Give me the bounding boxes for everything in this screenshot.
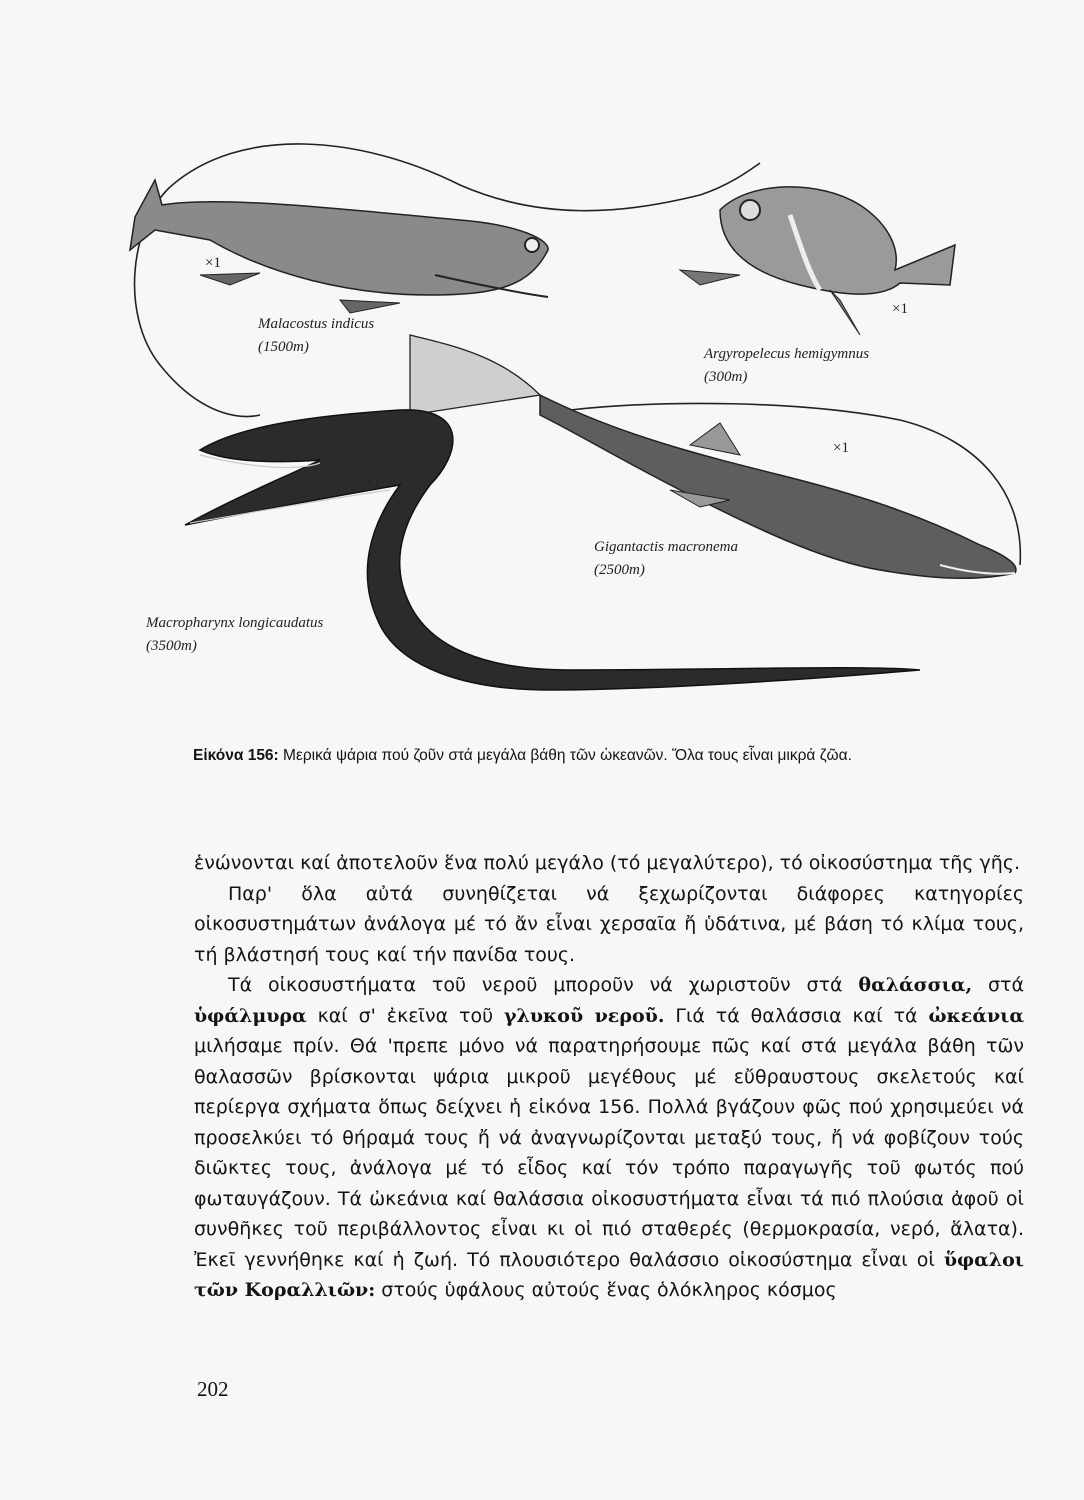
argyropelecus-label (704, 343, 869, 389)
argyropelecus-name: Argyropelecus hemigymnus (704, 346, 870, 362)
gigantactis-scale: ×1 (833, 440, 849, 456)
macropharynx-label (146, 612, 323, 658)
term-coral-reefs: ὕφαλοι τῶν Κοραλλιῶν: (194, 1248, 1024, 1301)
paragraph-1: ἑνώνονται καί ἀποτελοῦν ἕνα πολύ μεγάλο (τό μεγαλύτερο), τό οἰκοσύστημα τῆς γῆς. (194, 852, 1021, 874)
malacostus-depth: (1500m) (258, 339, 309, 355)
term-oceanic: ὠκεάνια (928, 1004, 1024, 1027)
macropharynx-scale: ×1 (365, 475, 381, 491)
p3-text-2: στά (972, 974, 1024, 996)
p3-text-3: καί σ' ἐκεῖνα τοῦ (306, 1004, 504, 1027)
p3-text-1: Τά οἰκοσυστήματα τοῦ νεροῦ μποροῦν νά χωριστοῦν στά (228, 974, 859, 996)
figure-caption (193, 744, 1039, 767)
malacostus-barbel (170, 144, 760, 211)
page-number: 202 (197, 1377, 229, 1401)
malacostus-name: Malacostus indicus (258, 316, 375, 332)
paragraph-3 (194, 970, 1024, 1306)
argyropelecus-depth: (300m) (704, 369, 748, 385)
p3-text-5: μιλήσαμε πρίν. Θά 'πρεπε μόνο νά παρατηρήσουμε πῶς καί στά μεγάλα βάθη τῶν θαλασσῶν βρίσκονται ψάρια μικροῦ μεγέθους μέ εὔθραυστους σκελετούς καί περίεργα σχήματα ὅπως δείχνει ἡ εἰκόνα 156. Πολλά βγάζουν φῶς πού χρησιμεύει νά προσελκύει τό θήραμά τους ἤ νά ἀναγνωρίζονται μεταξύ τους, ἤ νά φοβίζουν τούς διῶκτες τους, ἀνάλογα μέ τό εἶδος καί τόν τρόπο παραγωγῆς τοῦ φωτός πού φωταυγάζουν. Τά ὠκεάνια καί θαλάσσια οἰκοσυστήματα εἶναι τά πιό πλούσια ἀφοῦ οἱ συνθῆκες τοῦ περιβάλλοντος εἶναι κι οἱ πιό σταθερές (θερμοκρασία, νερό, ἅλατα). Ἐκεῖ γεννήθηκε καί ἡ ζωή. Τό πλουσιότερο θαλάσσιο οἰκοσύστημα εἶναι οἱ (194, 1035, 1024, 1271)
term-marine: θαλάσσια, (858, 974, 973, 996)
term-freshwater: γλυκοῦ νεροῦ. (503, 1004, 665, 1027)
malacostus-label (258, 313, 374, 359)
deep-sea-fish-figure (100, 125, 1030, 735)
gigantactis-label (594, 536, 738, 582)
caption-label: Εἰκόνα 156: (193, 747, 279, 764)
caption-text: Μερικά ψάρια πού ζοῦν στά μεγάλα βάθη τῶν ὠκεανῶν. Ὅλα τους εἶναι μικρά ζῶα. (283, 747, 852, 764)
malacostus-fish (130, 180, 548, 313)
p3-text-6: στούς ὑφάλους αὐτούς ἕνας ὁλόκληρος κόσμος (375, 1279, 837, 1301)
macropharynx-name: Macropharynx longicaudatus (146, 615, 324, 631)
body-text (194, 848, 1024, 1306)
term-brackish: ὑφάλμυρα (194, 1004, 307, 1027)
argyropelecus-scale: ×1 (892, 301, 908, 317)
gigantactis-depth: (2500m) (594, 562, 645, 578)
gigantactis-name: Gigantactis macronema (594, 539, 739, 555)
argyropelecus-fish (680, 187, 955, 335)
paragraph-2: Παρ' ὅλα αὐτά συνηθίζεται νά ξεχωρίζονται διάφορες κατηγορίες οἰκοσυστημάτων ἀνάλογα μέ τό ἄν εἶναι χερσαῖα ἤ ὑδάτινα, μέ βάση τό κλίμα τους, τή βλάστησή τους καί τήν πανίδα τους. (194, 882, 1024, 966)
macropharynx-depth: (3500m) (146, 638, 197, 654)
malacostus-scale: ×1 (205, 255, 221, 271)
p3-text-4: Γιά τά θαλάσσια καί τά (664, 1004, 929, 1027)
